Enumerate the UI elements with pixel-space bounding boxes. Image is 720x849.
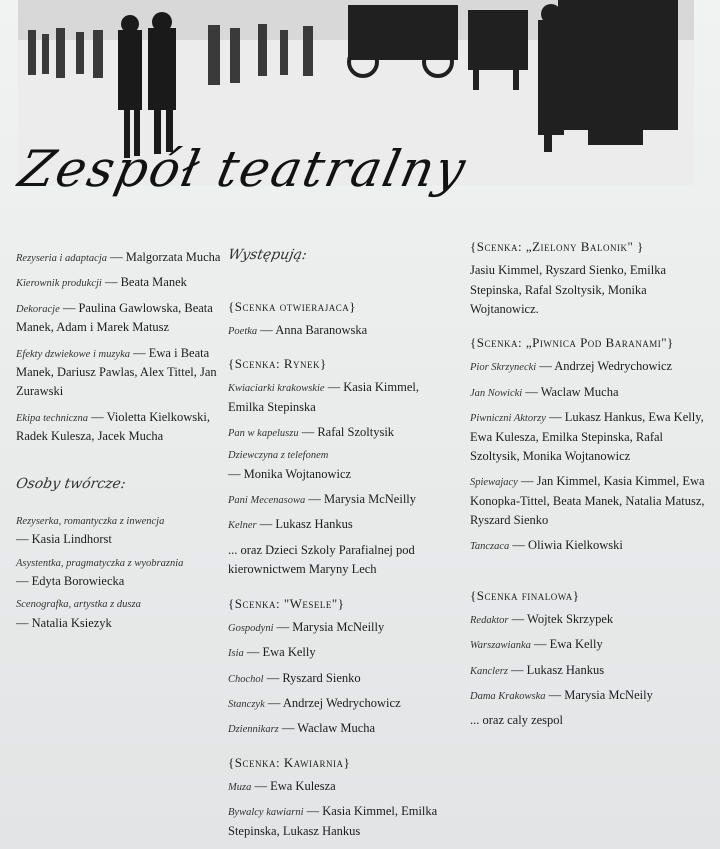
- characters-heading: Osoby twórcze:: [14, 476, 127, 493]
- cast-entry: Kanclerz — Lukasz Hankus: [470, 662, 605, 677]
- scene-note: ... oraz caly zespol: [470, 713, 564, 728]
- page-title: Zespół teatralny: [13, 140, 473, 198]
- scene-title: {Scenka finalowa}: [470, 587, 580, 603]
- cast-column-middle: [228, 245, 458, 847]
- scene-title: {Scenka: „Zielony Balonik" }: [470, 239, 644, 254]
- scene-note: ... oraz Dzieci Szkoly Parafialnej pod kierownictwem Maryny Lech: [228, 542, 415, 577]
- scene-title: {Scenka: „Piwnica Pod Baranami"}: [470, 335, 674, 351]
- cast-entry: Pan w kapeluszu — Rafal Szoltysik: [228, 425, 395, 440]
- cast-entry: Isia — Ewa Kelly: [228, 645, 316, 660]
- crew-entry: Rezyseria i adaptacja — Malgorzata Mucha: [16, 250, 221, 264]
- crew-entry: Dekoracje — Paulina Gawlowska, Beata Manek, Adam i Marek Matusz: [16, 300, 213, 335]
- cast-entry: Spiewajacy — Jan Kimmel, Kasia Kimmel, Ewa Konopka-Tittel, Beata Manek, Natalia Matusz, Ryszard Sienko: [470, 474, 705, 528]
- cast-entry: Pani Mecenasowa — Marysia McNeilly: [228, 492, 417, 507]
- crew-column: [16, 248, 226, 639]
- cast-column-right: [470, 237, 710, 737]
- cast-entry: Piwniczni Aktorzy — Lukasz Hankus, Ewa Kelly, Ewa Kulesza, Emilka Stepinska, Rafal Szoltysik, Monika Wojtanowicz: [470, 410, 704, 463]
- cast-entry: Dama Krakowska — Marysia McNeily: [470, 688, 653, 703]
- cast-entry: Chochol — Ryszard Sienko: [228, 670, 361, 685]
- cast-entry: Warszawianka — Ewa Kelly: [470, 637, 603, 652]
- cast-entry: Stanczyk — Andrzej Wedrychowicz: [228, 695, 401, 710]
- cast-entry: Muza — Ewa Kulesza: [228, 778, 336, 793]
- cast-entry: Redaktor — Wojtek Skrzypek: [470, 611, 614, 626]
- cast-entry: Dziewczyna z telefonem — Monika Wojtanowicz: [228, 450, 352, 481]
- cast-entry: Poetka — Anna Baranowska: [228, 322, 368, 337]
- cast-entry: Dziennikarz — Waclaw Mucha: [228, 721, 376, 736]
- crew-entry: Efekty dzwiekowe i muzyka — Ewa i Beata Manek, Dariusz Pawlas, Alex Tittel, Jan Zurawski: [16, 345, 217, 399]
- scene-title: {Scenka otwierajaca}: [228, 298, 356, 314]
- cast-entry: Pior Skrzynecki — Andrzej Wedrychowicz: [470, 359, 673, 374]
- character-entry: Rezyserka, romantyczka z inwencja — Kasia Lindhorst: [16, 516, 165, 547]
- scene-title: {Scenka: Rynek}: [228, 356, 327, 372]
- cast-entry: Bywalcy kawiarni — Kasia Kimmel, Emilka Stepinska, Lukasz Hankus: [228, 804, 438, 838]
- cast-entry: Kwiaciarki krakowskie — Kasia Kimmel, Emilka Stepinska: [228, 380, 419, 414]
- cast-entry: Jan Nowicki — Waclaw Mucha: [470, 384, 619, 399]
- scene-title: {Scenka: "Wesele"}: [228, 595, 345, 611]
- crew-entry: Kierownik produkcji — Beata Manek: [16, 275, 187, 290]
- character-entry: Scenografka, artystka z dusza — Natalia Ksiezyk: [16, 599, 141, 630]
- cast-entry: Tanczaca — Oliwia Kielkowski: [470, 538, 623, 553]
- cast-entry: Kelner — Lukasz Hankus: [228, 517, 353, 532]
- crew-entry: Ekipa techniczna — Violetta Kielkowski, Radek Kulesza, Jacek Mucha: [16, 409, 210, 443]
- character-entry: Asystentka, pragmatyczka z wyobraznia — Edyta Borowiecka: [16, 557, 184, 588]
- scene-title: {Scenka: Kawiarnia}: [228, 754, 351, 770]
- cast-entry: Jasiu Kimmel, Ryszard Sienko, Emilka Stepinska, Rafal Szoltysik, Monika Wojtanowicz.: [470, 263, 667, 316]
- cast-heading: Występują:: [226, 247, 309, 263]
- cast-entry: Gospodyni — Marysia McNeilly: [228, 619, 385, 634]
